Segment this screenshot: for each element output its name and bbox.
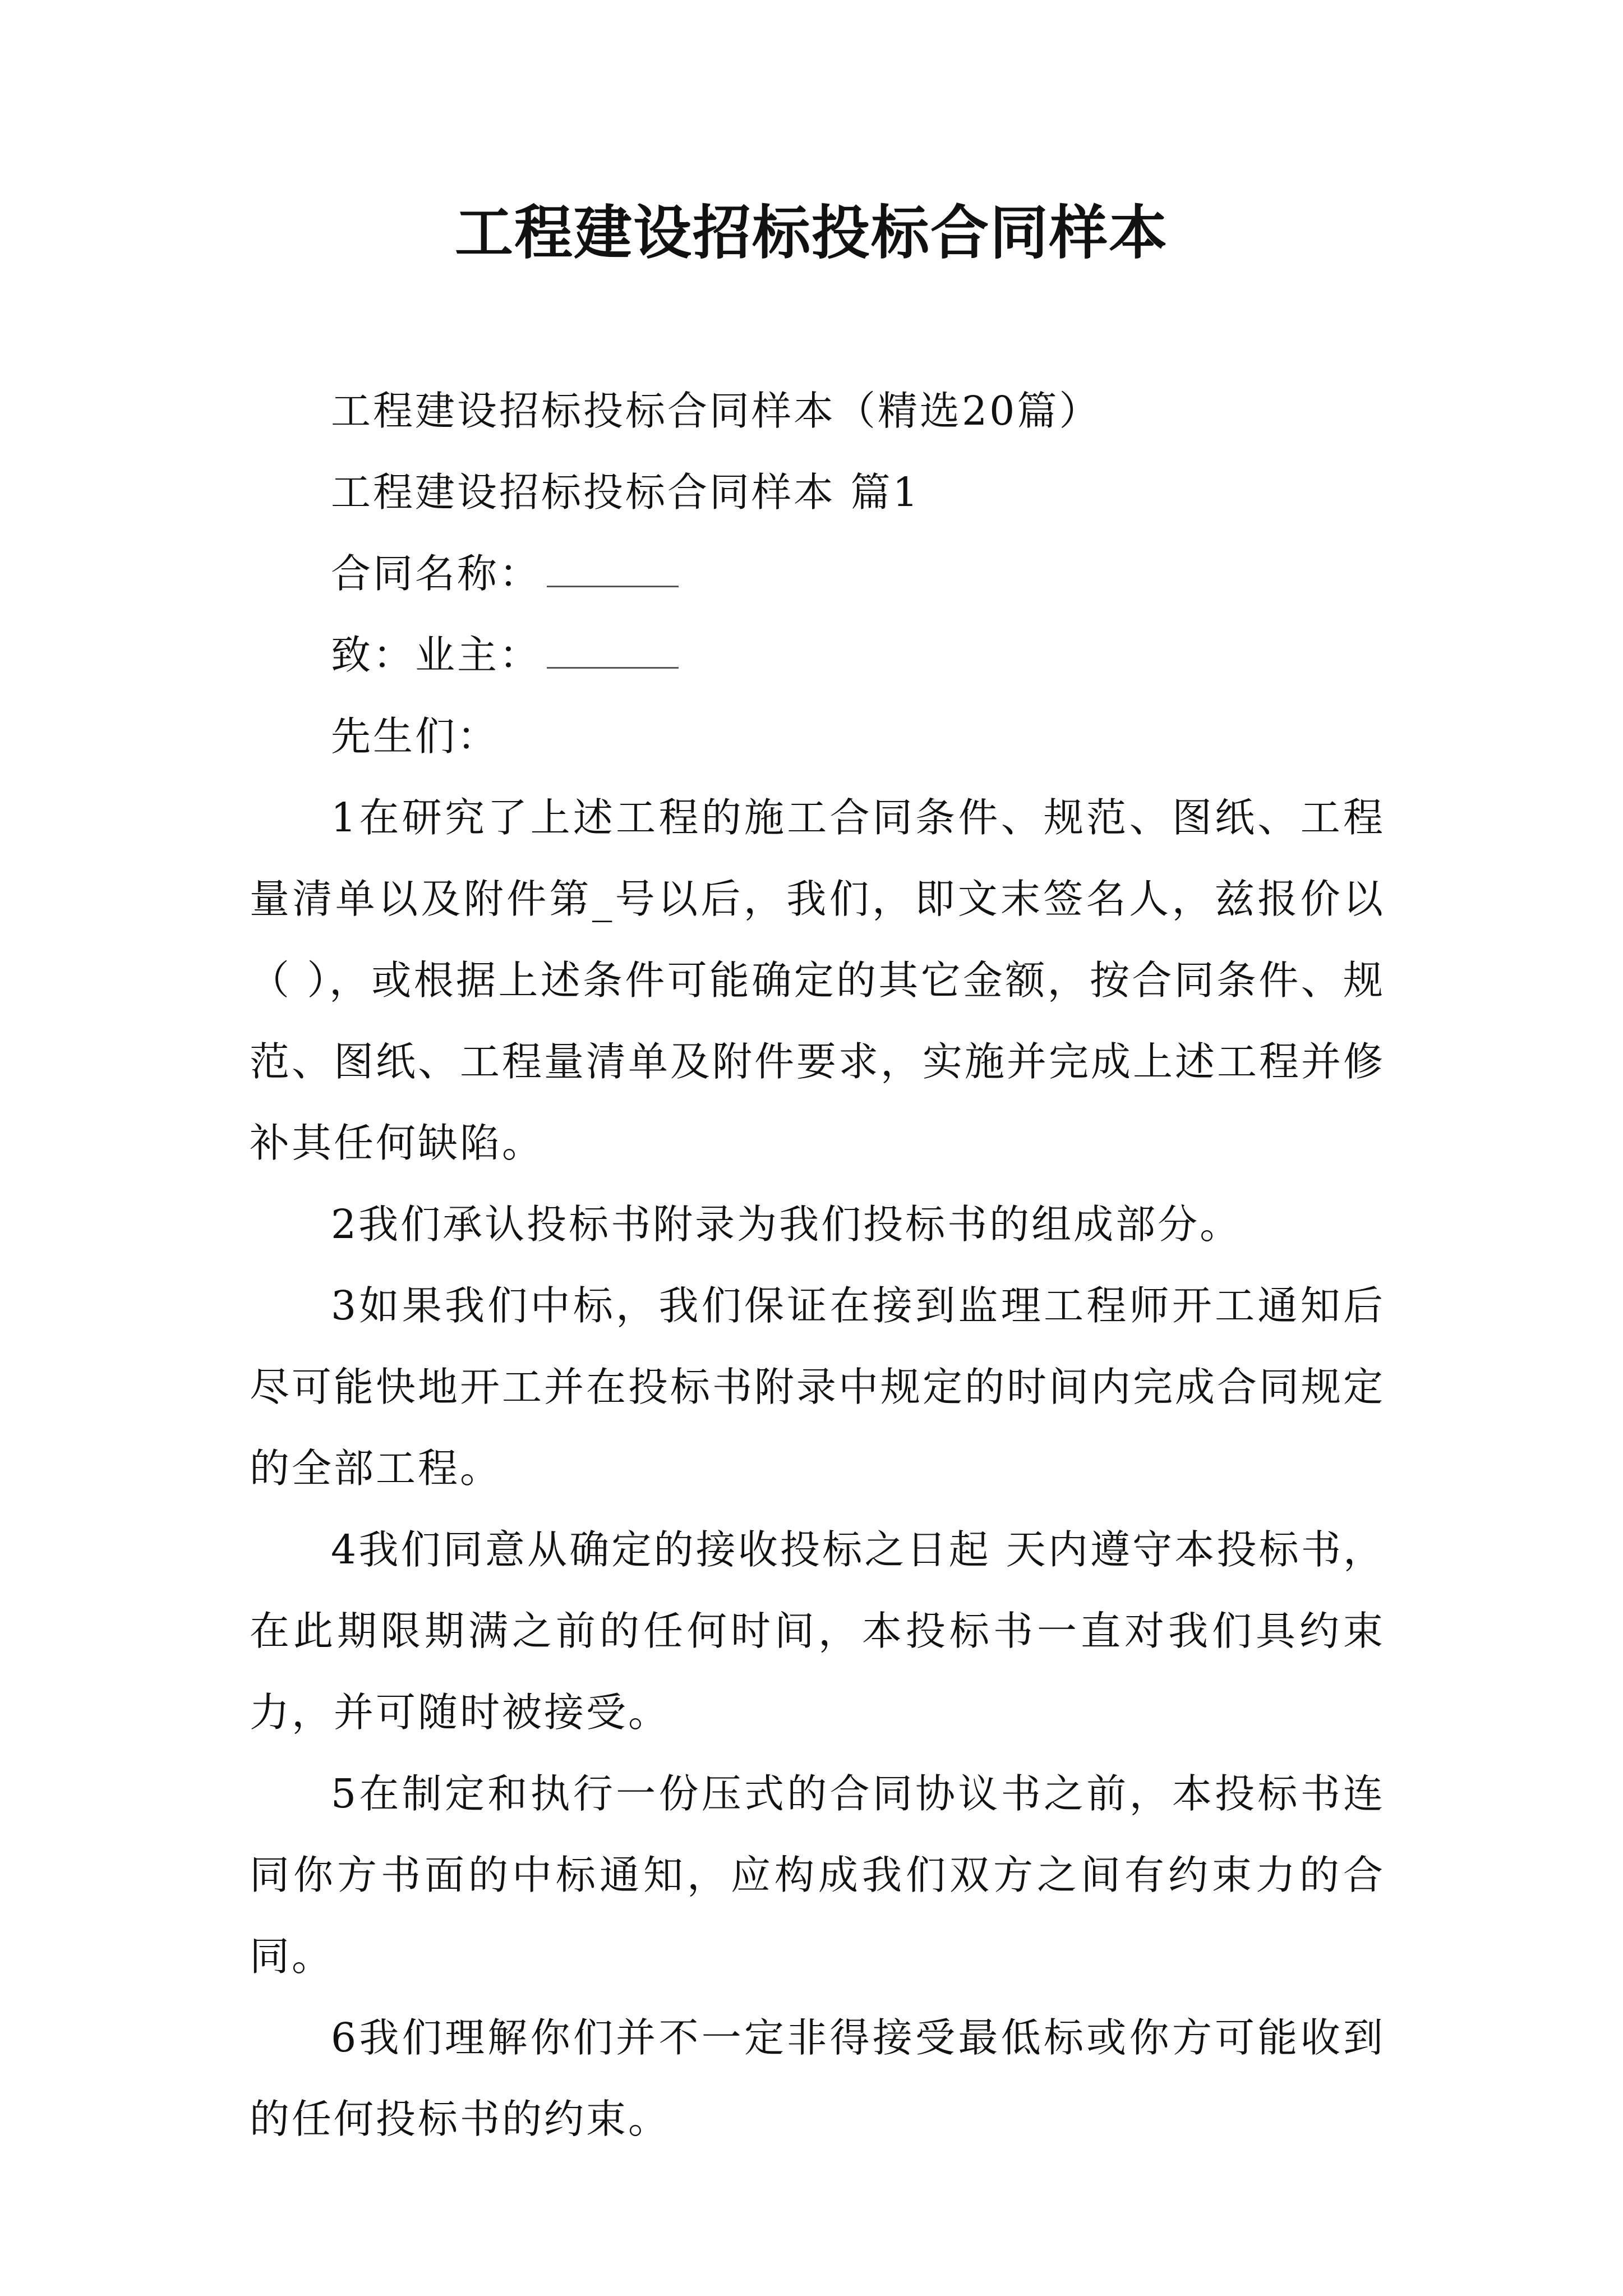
addressee-line <box>250 614 1385 696</box>
owner-name-blank <box>547 634 679 669</box>
section-heading: 工程建设招标投标合同样本 篇1 <box>331 469 920 516</box>
paragraph-2: 2我们承认投标书附录为我们投标书的组成部分。 <box>331 1201 1242 1248</box>
addressee-label: 致：业主： <box>331 632 542 678</box>
paragraph-3: 3如果我们中标，我们保证在接到监理工程师开工通知后尽可能快地开工并在投标书附录中规定的时间内完成合同规定的全部工程。 <box>250 1282 1386 1492</box>
document-subtitle: 工程建设招标投标合同样本（精选20篇） <box>331 388 1101 434</box>
paragraph-1: 1在研究了上述工程的施工合同条件、规范、图纸、工程量清单以及附件第_号以后，我们，即文末签名人，兹报价以（ ），或根据上述条件可能确定的其它金额，按合同条件、规范、图纸、工程量清单及附件要求，实施并完成上述工程并修补其任何缺陷。 <box>250 794 1386 1166</box>
salutation: 先生们： <box>331 713 500 760</box>
contract-name-line <box>250 533 1385 614</box>
paragraph-4: 4我们同意从确定的接收投标之日起 天内遵守本投标书，在此期限期满之前的任何时间，本投标书一直对我们具约束力，并可随时被接受。 <box>250 1526 1385 1736</box>
document-title: 工程建设招标投标合同样本 <box>454 199 1168 267</box>
contract-name-label: 合同名称： <box>331 550 542 597</box>
paragraph-5: 5在制定和执行一份压式的合同协议书之前，本投标书连同你方书面的中标通知，应构成我们双方之间有约束力的合同。 <box>250 1770 1385 1980</box>
paragraph-6: 6我们理解你们并不一定非得接受最低标或你方可能收到的任何投标书的约束。 <box>250 2014 1385 2142</box>
document-body <box>250 370 1385 2160</box>
contract-name-blank <box>547 553 679 587</box>
